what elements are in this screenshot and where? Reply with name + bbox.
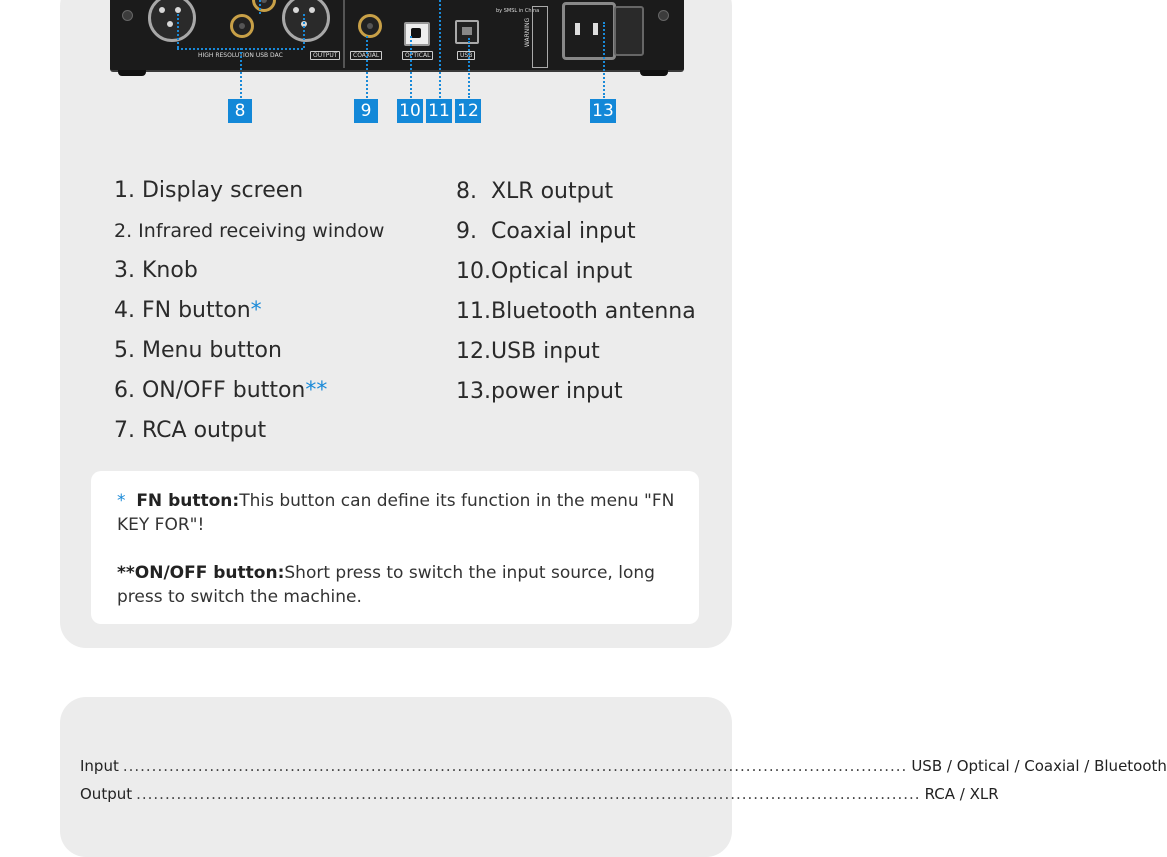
specs-panel — [60, 697, 732, 857]
list-item: 8. XLR output — [456, 179, 614, 204]
footnote-mark: * — [250, 298, 262, 323]
callout-line-9 — [366, 36, 368, 98]
device-foot — [118, 70, 146, 76]
list-item: 4. FN button* — [114, 298, 262, 323]
fn-note-text: This button can define its function in the menu "FN KEY FOR"! — [117, 491, 675, 535]
device-foot — [640, 70, 668, 76]
callout-line-8 — [240, 48, 242, 98]
callout-line-8 — [259, 0, 261, 14]
coaxial-label: COAXIAL — [350, 51, 382, 60]
usb-label: USB — [457, 51, 475, 60]
list-item: 10.Optical input — [456, 259, 633, 284]
list-item: 3. Knob — [114, 258, 198, 283]
screw-icon — [658, 10, 669, 21]
list-item: 6. ON/OFF button** — [114, 378, 328, 403]
callout-badge-13: 13 — [590, 99, 616, 123]
fn-note-title: FN button: — [136, 491, 240, 511]
list-item: 5. Menu button — [114, 338, 282, 363]
list-item: 12.USB input — [456, 339, 600, 364]
onoff-note-text: Short press to switch the input source, long press to switch the machine. — [117, 563, 655, 607]
xlr-left-connector — [148, 0, 196, 42]
spec-label: Input — [80, 757, 119, 775]
list-item: 9. Coaxial input — [456, 219, 636, 244]
spec-leader-dots: ........................................................................................................................................ — [136, 785, 921, 803]
made-in-text: by SMSL in China — [496, 8, 540, 14]
spec-value: RCA / XLR — [924, 785, 999, 803]
callout-line-12 — [468, 38, 470, 98]
rca-connector — [252, 0, 276, 12]
feature-list-right — [456, 172, 696, 412]
notes-box — [91, 471, 699, 624]
power-switch — [614, 6, 644, 56]
callout-line-11 — [439, 0, 441, 98]
feature-list-left — [114, 171, 384, 451]
power-inlet — [562, 2, 616, 60]
callout-badge-8: 8 — [228, 99, 252, 123]
dac-rear-panel-image — [110, 0, 684, 72]
spec-value: USB / Optical / Coaxial / Bluetooth — [911, 757, 1167, 775]
fn-note: * FN button:This button can define its function in the menu "FN KEY FOR"! — [117, 491, 675, 535]
optical-label: OPTICAL — [402, 51, 433, 60]
warning-label: WARNING — [532, 6, 548, 68]
list-item: 11.Bluetooth antenna — [456, 299, 696, 324]
list-item: 1. Display screen — [114, 178, 304, 203]
spec-label: Output — [80, 785, 133, 803]
callout-line-8 — [177, 14, 179, 48]
output-label: OUTPUT — [310, 51, 340, 60]
callout-badge-12: 12 — [455, 99, 481, 123]
optical-connector — [404, 22, 430, 46]
usb-connector — [455, 20, 479, 44]
callout-line-10 — [410, 36, 412, 98]
callout-line-13 — [603, 22, 605, 98]
coaxial-connector — [358, 14, 382, 38]
xlr-right-connector — [282, 0, 330, 42]
footnote-mark: ** — [305, 378, 328, 403]
spec-row-input — [80, 757, 1167, 775]
callout-badge-10: 10 — [397, 99, 423, 123]
list-item: 13.power input — [456, 379, 623, 404]
callout-badge-9: 9 — [354, 99, 378, 123]
rca-connector — [230, 14, 254, 38]
onoff-note-title: ON/OFF button: — [134, 563, 285, 583]
callout-line-8 — [303, 14, 305, 48]
spec-leader-dots: ........................................................................................................................................ — [122, 757, 908, 775]
list-item: 2. Infrared receiving window — [114, 220, 385, 242]
callout-badge-11: 11 — [426, 99, 452, 123]
list-item: 7. RCA output — [114, 418, 267, 443]
onoff-note: **ON/OFF button:Short press to switch the input source, long press to switch the machine. — [117, 563, 655, 607]
device-brand-text: HIGH RESOLUTION USB DAC — [198, 52, 283, 59]
panel-divider — [343, 0, 345, 68]
spec-row-output — [80, 785, 999, 803]
screw-icon — [122, 10, 133, 21]
